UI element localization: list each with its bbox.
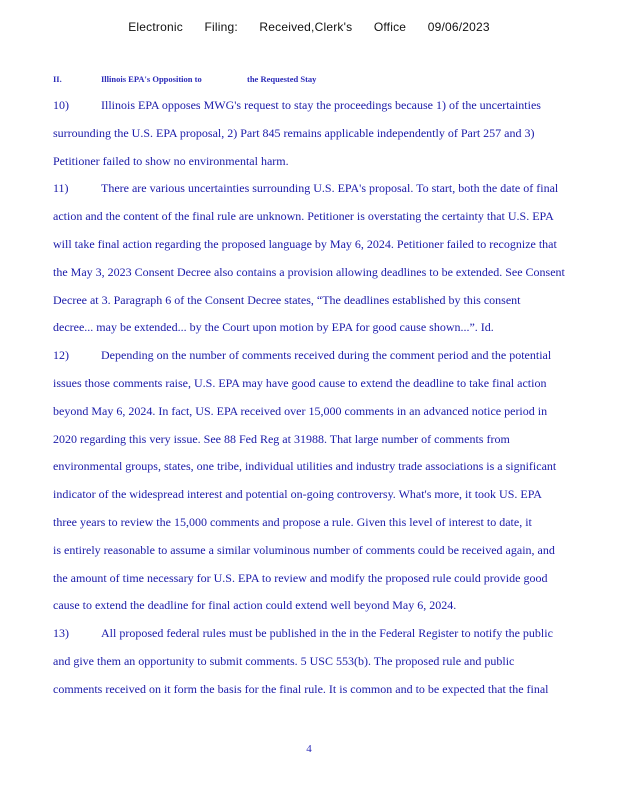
paragraph-13 <box>53 620 609 703</box>
filing-stamp-header <box>0 20 618 34</box>
header-filing: Filing: <box>204 20 238 34</box>
paragraph-line: action and the content of the final rule are unknown. Petitioner is overstating the certainty that U.S. EPA <box>53 209 554 224</box>
paragraph-line: three years to review the 15,000 comments and propose a rule. Given this level of interest to date, it <box>53 514 532 529</box>
paragraph-line <box>53 175 609 203</box>
paragraph-number: 10) <box>53 98 69 112</box>
paragraph-10 <box>53 92 609 175</box>
paragraph-12 <box>53 342 609 620</box>
paragraph-number: 11) <box>53 181 69 196</box>
paragraph-line: surrounding the U.S. EPA proposal, 2) Part 845 remains applicable independently of Part 257 and 3) <box>53 125 535 140</box>
section-number: II. <box>53 74 62 84</box>
body-text <box>53 92 609 704</box>
paragraph-line: beyond May 6, 2024. In fact, US. EPA received over 15,000 comments in an advanced notice period in <box>53 403 548 418</box>
paragraph-line: will take final action regarding the proposed language by May 6, 2024. Petitioner failed to recognize that <box>53 236 557 251</box>
page-number: 4 <box>306 743 312 755</box>
paragraph-number: 13) <box>53 626 69 641</box>
line-text: Illinois EPA opposes MWG's request to stay the proceedings because 1) of the uncertainties <box>101 98 541 112</box>
line-text: All proposed federal rules must be published in the in the Federal Register to notify the public <box>101 626 553 641</box>
section-heading <box>53 74 316 84</box>
paragraph-line: is entirely reasonable to assume a similar voluminous number of comments could be received again, and <box>53 542 555 557</box>
paragraph-line: cause to extend the deadline for final action could extend well beyond May 6, 2024. <box>53 598 457 613</box>
header-date: 09/06/2023 <box>427 20 490 34</box>
line-text: Depending on the number of comments received during the comment period and the potential <box>101 348 552 363</box>
paragraph-line: comments received on it form the basis for the final rule. It is common and to be expected that the final <box>53 681 549 696</box>
header-received-clerks: Received,Clerk's <box>259 20 353 34</box>
paragraph-line: Petitioner failed to show no environmental harm. <box>53 153 289 168</box>
paragraph-line: and give them an opportunity to submit comments. 5 USC 553(b). The proposed rule and public <box>53 653 515 668</box>
paragraph-line: 2020 regarding this very issue. See 88 Fed Reg at 31988. That large number of comments from <box>53 431 510 446</box>
paragraph-11 <box>53 175 609 342</box>
line-text: There are various uncertainties surrounding U.S. EPA's proposal. To start, both the date of final <box>101 181 559 196</box>
paragraph-line: issues those comments raise, U.S. EPA may have good cause to extend the deadline to take final action <box>53 375 547 390</box>
paragraph-line: the amount of time necessary for U.S. EPA to review and modify the proposed rule could provide good <box>53 570 548 585</box>
paragraph-line: environmental groups, states, one tribe, individual utilities and industry trade associations is a significant <box>53 459 557 474</box>
paragraph-line <box>53 620 609 648</box>
paragraph-line <box>53 342 609 370</box>
header-office: Office <box>373 20 407 34</box>
header-electronic: Electronic <box>128 20 183 34</box>
section-title-part2: the Requested Stay <box>247 74 317 84</box>
paragraph-line: Decree at 3. Paragraph 6 of the Consent Decree states, “The deadlines established by this consent <box>53 292 521 307</box>
section-title-part1: Illinois EPA's Opposition to <box>101 74 202 84</box>
paragraph-line: decree... may be extended... by the Court upon motion by EPA for good cause shown...”. Id. <box>53 320 494 335</box>
paragraph-line <box>53 92 609 120</box>
paragraph-number: 12) <box>53 348 69 363</box>
paragraph-line: indicator of the widespread interest and potential on-going controversy. What's more, it took US. EPA <box>53 487 542 502</box>
paragraph-line: the May 3, 2023 Consent Decree also contains a provision allowing deadlines to be extended. See Consent <box>53 264 565 279</box>
